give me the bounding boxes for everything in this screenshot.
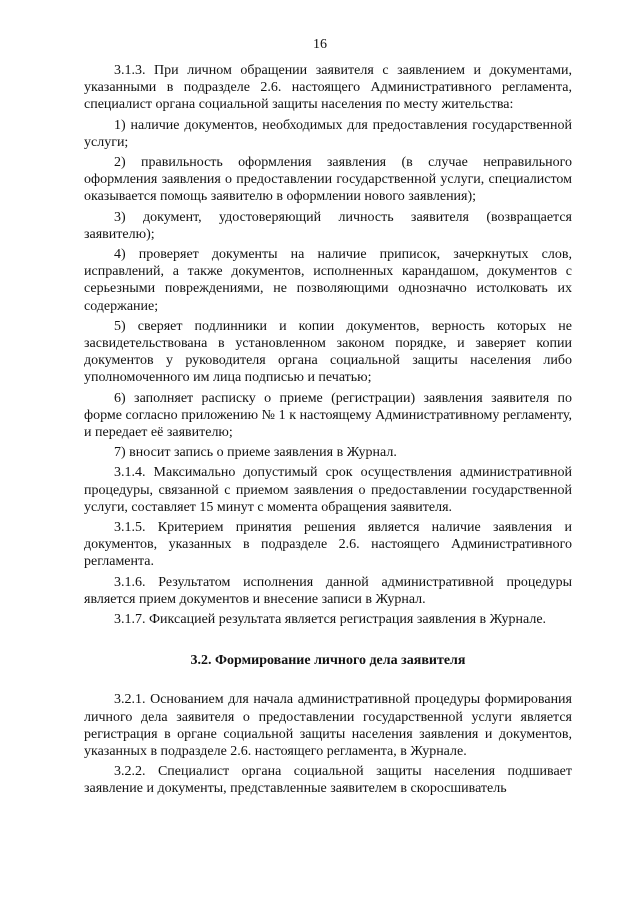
paragraph-3-1-3: 3.1.3. При личном обращении заявителя с заявлением и документами, указанными в подразделе 2.6. настоящего Административного регламента, специалист органа социальной защиты населения по месту жительства:: [84, 63, 572, 113]
list-item-4: 4) проверяет документы на наличие приписок, зачеркнутых слов, исправлений, а также документов, исполненных карандашом, документов с серьезными повреждениями, не позволяющими однозначно истолковать их содержание;: [84, 247, 572, 314]
list-item-6: 6) заполняет расписку о приеме (регистрации) заявления заявителя по форме согласно приложению № 1 к настоящему Административному регламенту, и передает её заявителю;: [84, 390, 572, 441]
paragraph-3-1-6: 3.1.6. Результатом исполнения данной административной процедуры является прием документов и внесение записи в Журнал.: [84, 574, 572, 607]
list-item-7: 7) вносит запись о приеме заявления в Журнал.: [114, 445, 397, 461]
paragraph-3-1-5: 3.1.5. Критерием принятия решения является наличие заявления и документов, указанных в подразделе 2.6. настоящего Административного регламента.: [84, 520, 572, 570]
list-item-3: 3) документ, удостоверяющий личность заявителя (возвращается заявителю);: [84, 209, 572, 242]
list-item-1: 1) наличие документов, необходимых для предоставления государственной услуги;: [84, 117, 572, 150]
page-number: 16: [313, 37, 327, 52]
paragraph-3-2-1: 3.2.1. Основанием для начала административной процедуры формирования личного дела заявителя о предоставлении государственной услуги является регистрация в органе социальной защиты населения заявления и документов, указанных в подразделе 2.6. настоящего регламента, в Журнале.: [84, 692, 572, 759]
document-body: [84, 62, 572, 801]
paragraph-3-1-4: 3.1.4. Максимально допустимый срок осуществления административной процедуры, связанной с приемом заявления о предоставлении государственной услуги, составляет 15 минут с момента обращения заявителя.: [84, 465, 572, 515]
list-item-2: 2) правильность оформления заявления (в случае неправильного оформления заявления о предоставлении государственной услуги, специалистом оказывается помощь заявителю в оформлении нового заявления);: [84, 155, 572, 205]
paragraph-3-2-2: 3.2.2. Специалист органа социальной защиты населения подшивает заявление и документы, представленные заявителем в скоросшиватель: [84, 764, 572, 797]
list-item-5: 5) сверяет подлинники и копии документов, верность которых не засвидетельствована в установленном законом порядке, и заверяет копии документов у руководителя органа социальной защиты населения либо уполномоченного им лица подписью и печатью;: [84, 318, 572, 386]
section-heading: 3.2. Формирование личного дела заявителя: [190, 653, 466, 669]
paragraph-3-1-7: 3.1.7. Фиксацией результата является регистрация заявления в Журнале.: [114, 612, 547, 628]
